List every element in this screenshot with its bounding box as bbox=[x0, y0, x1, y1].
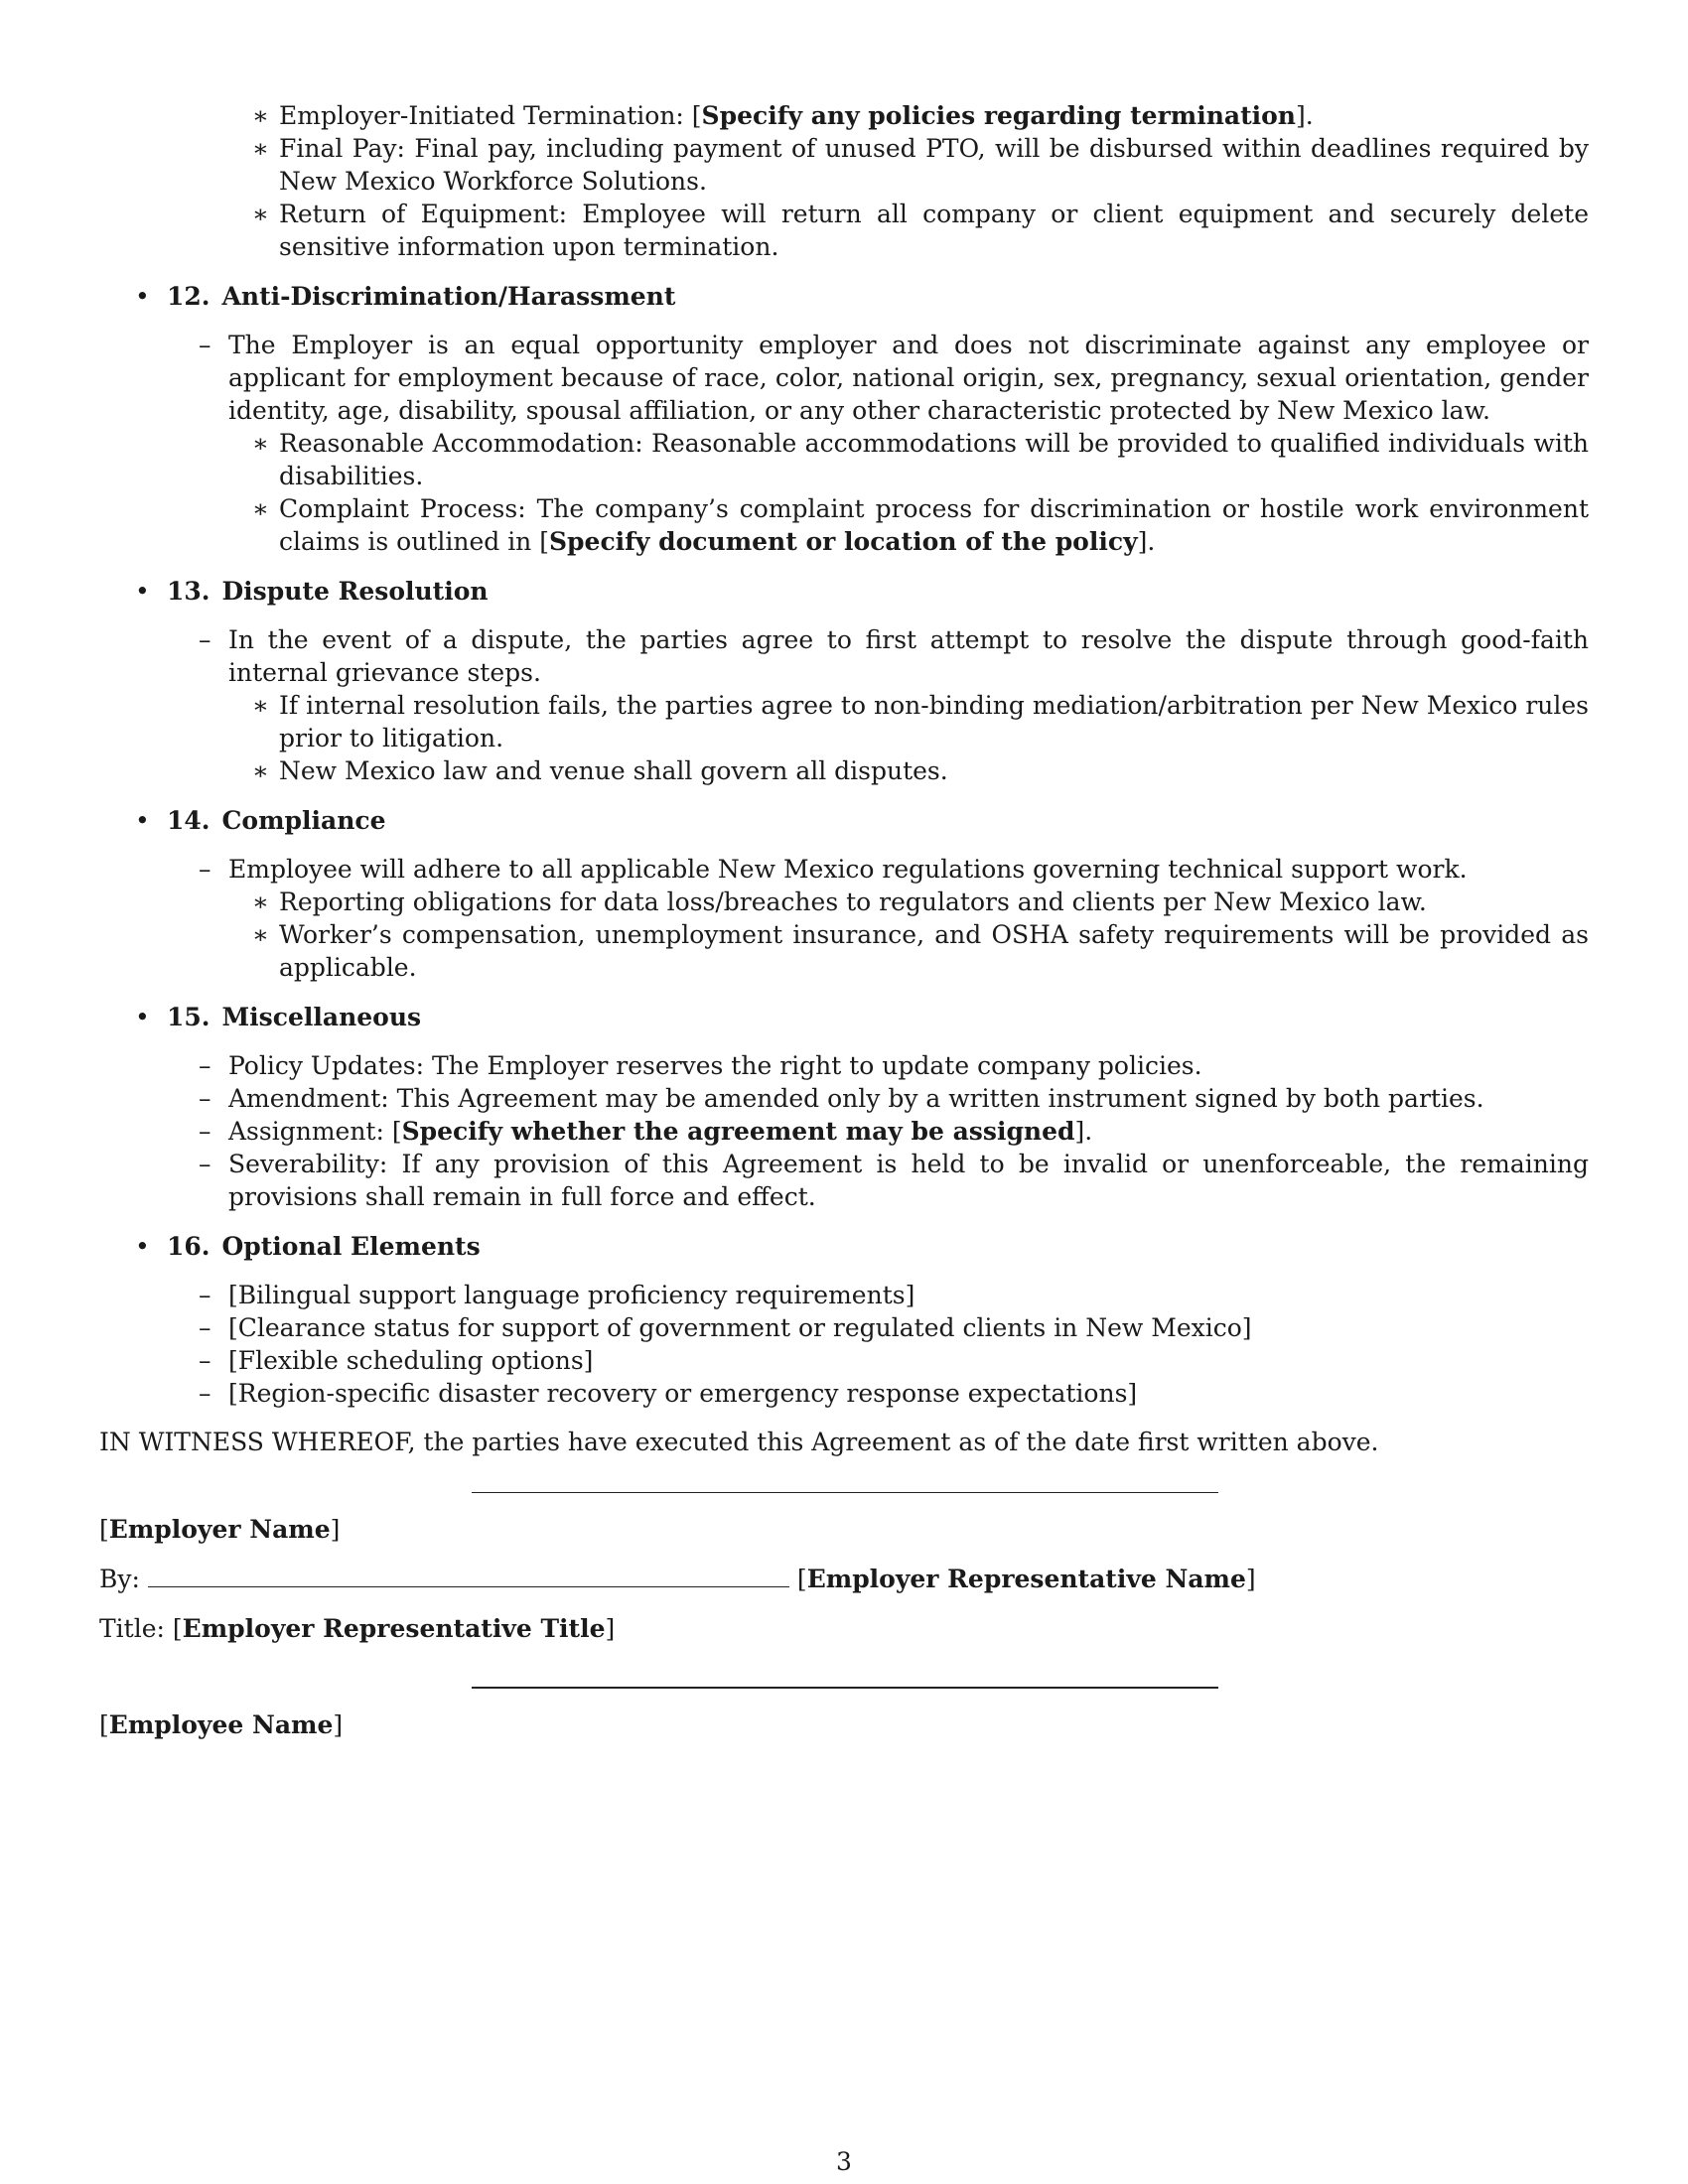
employer-name: [Employer Name] bbox=[99, 1515, 341, 1544]
section-16-heading: • 16. Optional Elements bbox=[167, 1232, 481, 1261]
list-item-complaint-process: ∗ Complaint Process: The company’s complaint process for discrimination or hostile work environment claims is outlined in [Specify document or location of the policy]. bbox=[228, 492, 1589, 558]
employee-signature-line bbox=[472, 1687, 1218, 1689]
section-12-heading: • 12. Anti-Discrimination/Harassment bbox=[167, 282, 676, 311]
list-item-mediation: ∗ If internal resolution fails, the parties agree to non-binding mediation/arbitration per New Mexico rules prior to litigation. bbox=[228, 689, 1589, 754]
placeholder-policy-location: Specify document or location of the policy bbox=[549, 527, 1138, 556]
by-signature-line bbox=[148, 1565, 789, 1587]
employee-name: [Employee Name] bbox=[99, 1710, 344, 1739]
section-16 bbox=[99, 1230, 1589, 1410]
list-item-final-pay: ∗ Final Pay: Final pay, including payment of unused PTO, will be disbursed within deadlines required by New Mexico Workforce Solutions. bbox=[228, 132, 1589, 198]
list-item-venue: ∗ New Mexico law and venue shall govern all disputes. bbox=[228, 754, 1589, 787]
list-item-return-equipment: ∗ Return of Equipment: Employee will return all company or client equipment and securely delete sensitive information upon termination. bbox=[228, 198, 1589, 263]
list-item-severability: – Severability: If any provision of this Agreement is held to be invalid or unenforceable, the remaining provisions shall remain in full force and effect. bbox=[167, 1148, 1589, 1213]
section-12 bbox=[99, 280, 1589, 558]
employer-signature-line bbox=[472, 1492, 1218, 1493]
section-14-heading: • 14. Compliance bbox=[167, 806, 386, 835]
list-item-employer-termination: ∗ Employer-Initiated Termination: [Specify any policies regarding termination]. bbox=[228, 99, 1589, 132]
employer-rep-title: Employer Representative Title bbox=[182, 1614, 606, 1643]
placeholder-assignment: Specify whether the agreement may be assigned bbox=[401, 1117, 1075, 1146]
list-item-amendment: – Amendment: This Agreement may be amended only by a written instrument signed by both parties. bbox=[167, 1082, 1589, 1115]
list-item-flexible-scheduling: – [Flexible scheduling options] bbox=[167, 1344, 1589, 1377]
list-item-equal-opportunity: – The Employer is an equal opportunity employer and does not discriminate against any employee or applicant for employment because of race, color, national origin, sex, pregnancy, sexual orientation, gender identity, age, disability, spousal affiliation, or any other characteristic protected by New Mexico law. ∗ Reasonable Accommodation: Reasonable accommodations will be provided to qualified individuals with disabilities. ∗ Complaint Process: The company’s complaint process for discrimination or hostile work environment claims is outlined in [Specify document or location of the policy]. bbox=[167, 329, 1589, 558]
list-item-dispute: – In the event of a dispute, the parties agree to first attempt to resolve the dispute through good-faith internal grievance steps. ∗ If internal resolution fails, the parties agree to non-binding mediation/arbitration per New Mexico rules prior to litigation. ∗ New Mexico law and venue shall govern all disputes. bbox=[167, 623, 1589, 787]
section-list bbox=[99, 280, 1589, 1410]
section-13 bbox=[99, 575, 1589, 787]
placeholder-termination-policy: Specify any policies regarding termination bbox=[701, 101, 1296, 130]
section-14 bbox=[99, 804, 1589, 984]
section-15 bbox=[99, 1001, 1589, 1213]
page-number: 3 bbox=[836, 2147, 852, 2176]
list-item-reasonable-accommodation: ∗ Reasonable Accommodation: Reasonable accommodations will be provided to qualified individuals with disabilities. bbox=[228, 427, 1589, 492]
title-label: Title: bbox=[99, 1614, 165, 1643]
list-item-regulations: – Employee will adhere to all applicable New Mexico regulations governing technical support work. ∗ Reporting obligations for data loss/breaches to regulators and clients per New Mexico law. ∗ Worker’s compensation, unemployment insurance, and OSHA safety requirements will be provided as applicable. bbox=[167, 853, 1589, 984]
employer-rep-name: Employer Representative Name bbox=[806, 1565, 1246, 1593]
section-13-heading: • 13. Dispute Resolution bbox=[167, 577, 489, 606]
list-item-disaster-recovery: – [Region-specific disaster recovery or emergency response expectations] bbox=[167, 1377, 1589, 1410]
section-15-heading: • 15. Miscellaneous bbox=[167, 1003, 422, 1031]
list-item-bilingual: – [Bilingual support language proficiency requirements] bbox=[167, 1279, 1589, 1311]
list-item-reporting: ∗ Reporting obligations for data loss/breaches to regulators and clients per New Mexico law. bbox=[228, 886, 1589, 918]
list-item-policy-updates: – Policy Updates: The Employer reserves the right to update company policies. bbox=[167, 1049, 1589, 1082]
list-item-assignment: – Assignment: [Specify whether the agreement may be assigned]. bbox=[167, 1115, 1589, 1148]
employer-title-row: Title: [Employer Representative Title] bbox=[99, 1614, 616, 1643]
termination-subitems bbox=[228, 99, 1589, 263]
witness-statement: IN WITNESS WHEREOF, the parties have executed this Agreement as of the date first written above. bbox=[99, 1428, 1379, 1456]
by-label: By: bbox=[99, 1565, 140, 1593]
document-page bbox=[99, 99, 1589, 1741]
employer-by-row: By: [Employer Representative Name] bbox=[99, 1565, 1256, 1593]
list-item-clearance: – [Clearance status for support of government or regulated clients in New Mexico] bbox=[167, 1311, 1589, 1344]
list-item-workers-comp: ∗ Worker’s compensation, unemployment insurance, and OSHA safety requirements will be provided as applicable. bbox=[228, 918, 1589, 984]
